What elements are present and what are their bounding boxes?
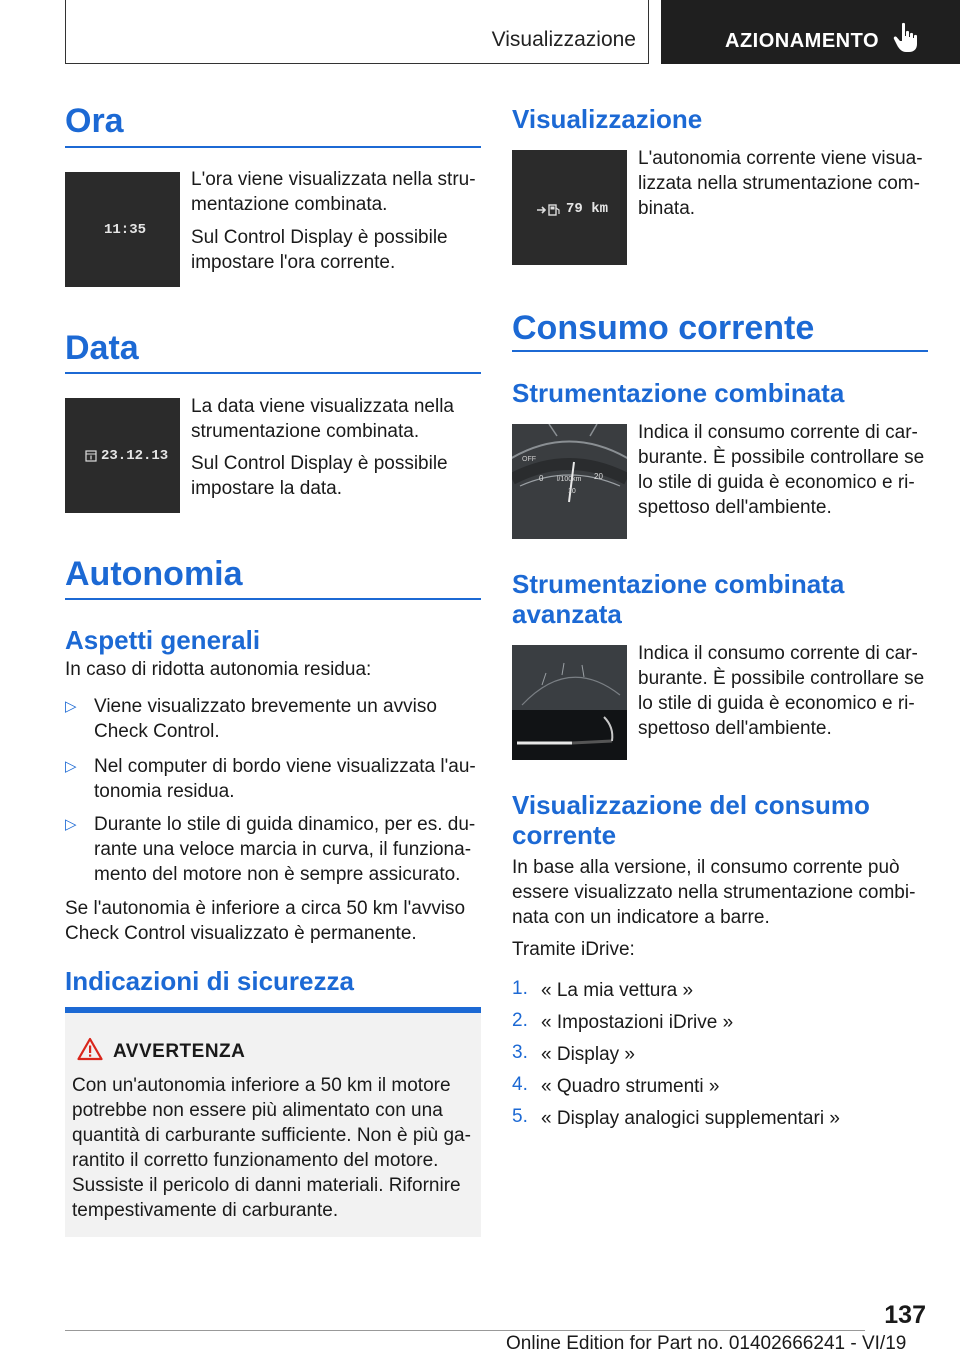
bullet-1-line-2: Check Control. [94,721,220,742]
range-display-image [512,150,627,265]
subsection-title-avanzata-1: Strumentazione combinata [512,569,845,599]
tramite-idrive: Tramite iDrive: [512,939,635,960]
advanced-cluster-dial [512,645,627,760]
subsection-title-aspetti: Aspetti generali [65,625,261,655]
ora-text-2: Sul Control Display è possibile [191,227,448,248]
section-rule [512,350,928,352]
visualizzazione-line-3: binata. [638,198,696,219]
date-display-image [65,398,180,513]
footer-rule [65,1330,865,1331]
section-title-data: Data [65,329,139,367]
section-title-ora: Ora [65,102,124,140]
ora-text-2b: impostare l'ora corrente. [191,252,396,273]
data-text-1: La data viene visualizzata nella [191,396,455,417]
gauge-label-unit: l/100km [557,476,582,483]
warning-title: AVVERTENZA [113,1041,246,1062]
sub1-line-1: Indica il consumo corrente di car- [638,422,918,443]
warning-line-5: Sussiste il pericolo di danni materiali. Rifornire [72,1175,461,1196]
subsection-title-visualizzazione: Visualizzazione [512,104,703,134]
step-1-text: « La mia vettura » [541,980,694,1001]
step-2-text: « Impostazioni iDrive » [541,1012,734,1033]
bullet-marker: ▷ [65,816,77,833]
bullet-2-line-1: Nel computer di bordo viene visualizzata l'au- [94,756,476,777]
section-title-consumo: Consumo corrente [512,309,815,347]
subsection-title-avanzata-2: avanzata [512,599,622,629]
sub3-line-1: In base alla versione, il consumo corrente può [512,857,900,878]
warning-line-2: potrebbe non essere più alimentato con una [72,1100,443,1121]
section-rule [65,146,481,148]
calendar-icon [85,449,97,462]
step-number: 5. [512,1106,528,1127]
bullet-1-line-1: Viene visualizzato brevemente un avviso [94,696,437,717]
data-text-2: Sul Control Display è possibile [191,453,448,474]
bullet-marker: ▷ [65,698,77,715]
warning-box [65,1007,481,1237]
fuel-pump-arrow-icon [536,203,564,217]
warning-line-3: quantità di carburante sufficiente. Non è più ga- [72,1125,471,1146]
advanced-cluster-image [512,645,627,760]
clock-display-image [65,172,180,287]
chapter-tab[interactable] [661,0,960,64]
step-4-text: « Quadro strumenti » [541,1076,720,1097]
visualizzazione-line-1: L'autonomia corrente viene visua- [638,148,923,169]
subsection-title-sicurezza: Indicazioni di sicurezza [65,966,354,996]
visualizzazione-line-2: lizzata nella strumentazione com- [638,173,920,194]
bullet-3-line-1: Durante lo stile di guida dinamico, per es. du- [94,814,476,835]
step-number: 3. [512,1042,528,1063]
consumption-gauge-image [512,424,627,539]
header-frame [65,0,649,64]
gauge-label-twenty: 20 [594,472,603,481]
warning-line-1: Con un'autonomia inferiore a 50 km il motore [72,1075,451,1096]
sub3-line-2: essere visualizzato nella strumentazione combi- [512,882,916,903]
subsection-title-strumentazione: Strumentazione combinata [512,378,845,408]
footer-edition: Online Edition for Part no. 01402666241 - VI/19 [506,1333,907,1354]
autonomia-after-2: Check Control visualizzato è permanente. [65,923,417,944]
step-number: 2. [512,1010,528,1031]
clock-value: 11:35 [104,222,147,238]
warning-line-6: tempestivamente di carburante. [72,1200,339,1221]
sub2-line-1: Indica il consumo corrente di car- [638,643,918,664]
bullet-marker: ▷ [65,758,77,775]
section-rule [65,598,481,600]
header-section-title: Visualizzazione [491,28,636,51]
subsection-title-visualizzazione-consumo-1: Visualizzazione del consumo [512,790,870,820]
data-text-2b: impostare la data. [191,478,343,499]
subsection-title-visualizzazione-consumo-2: corrente [512,820,617,850]
ora-text-1b: mentazione combinata. [191,194,388,215]
date-value: 23.12.13 [101,448,169,464]
warning-line-4: rantito il corretto funzionamento del motore. [72,1150,439,1171]
sub2-line-4: spettoso dell'ambiente. [638,718,832,739]
section-rule [65,372,481,374]
warning-triangle-icon [77,1037,103,1061]
step-number: 1. [512,978,528,999]
page-number: 137 [884,1301,926,1329]
bullet-2-line-2: tonomia residua. [94,781,235,802]
pointing-hand-icon [893,22,921,54]
step-5-text: « Display analogici supplementari » [541,1108,840,1129]
sub2-line-2: burante. È possibile controllare se [638,668,925,689]
range-value: 79 km [566,201,609,217]
ora-text-1: L'ora viene visualizzata nella stru- [191,169,476,190]
sub1-line-2: burante. È possibile controllare se [638,447,925,468]
step-3-text: « Display » [541,1044,635,1065]
sub2-line-3: lo stile di guida è economico e ri- [638,693,915,714]
data-text-1b: strumentazione combinata. [191,421,420,442]
sub3-line-3: nata con un indicatore a barre. [512,907,770,928]
step-number: 4. [512,1074,528,1095]
chapter-tab-label: AZIONAMENTO [725,30,880,52]
gauge-label-ten: 10 [568,488,576,495]
autonomia-intro: In caso di ridotta autonomia residua: [65,659,372,680]
bullet-3-line-2: rante una veloce marcia in curva, il funziona- [94,839,472,860]
bullet-3-line-3: mento del motore non è sempre assicurato. [94,864,461,885]
autonomia-after-1: Se l'autonomia è inferiore a circa 50 km l'avviso [65,898,466,919]
gauge-label-off: OFF [522,456,536,463]
gauge-label-zero: 0 [539,474,544,483]
sub1-line-3: lo stile di guida è economico e ri- [638,472,915,493]
sub1-line-4: spettoso dell'ambiente. [638,497,832,518]
section-title-autonomia: Autonomia [65,555,243,593]
